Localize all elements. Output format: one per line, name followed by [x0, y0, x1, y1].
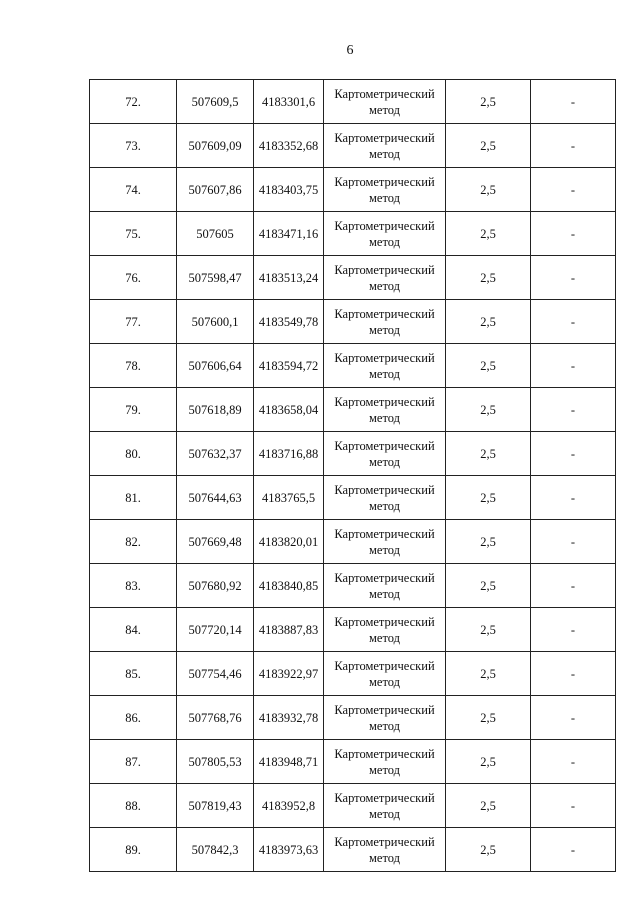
point-number-cell: 87.: [90, 740, 177, 784]
table-row: [90, 784, 616, 828]
method-cell: [324, 608, 446, 652]
y-coordinate-cell: 4183513,24: [254, 256, 324, 300]
method-cell: [324, 520, 446, 564]
y-coordinate-cell: 4183820,01: [254, 520, 324, 564]
note-cell: -: [531, 520, 616, 564]
method-cell: [324, 344, 446, 388]
y-coordinate-cell: 4183948,71: [254, 740, 324, 784]
x-coordinate-cell: 507842,3: [177, 828, 254, 872]
accuracy-cell: 2,5: [446, 696, 531, 740]
accuracy-cell: 2,5: [446, 784, 531, 828]
method-cell: [324, 740, 446, 784]
method-line-1: Картометрический: [334, 438, 435, 453]
point-number-cell: 80.: [90, 432, 177, 476]
accuracy-cell: 2,5: [446, 80, 531, 124]
method-line-2: метод: [368, 850, 400, 865]
y-coordinate-cell: 4183594,72: [254, 344, 324, 388]
table-row: [90, 476, 616, 520]
accuracy-cell: 2,5: [446, 212, 531, 256]
accuracy-cell: 2,5: [446, 520, 531, 564]
method-line-1: Картометрический: [334, 702, 435, 717]
note-cell: -: [531, 256, 616, 300]
method-cell: [324, 212, 446, 256]
method-line-1: Картометрический: [334, 394, 435, 409]
note-cell: -: [531, 476, 616, 520]
point-number-cell: 79.: [90, 388, 177, 432]
note-cell: -: [531, 344, 616, 388]
x-coordinate-cell: 507669,48: [177, 520, 254, 564]
point-number-cell: 86.: [90, 696, 177, 740]
y-coordinate-cell: 4183549,78: [254, 300, 324, 344]
y-coordinate-cell: 4183973,63: [254, 828, 324, 872]
method-line-2: метод: [368, 806, 400, 821]
method-line-2: метод: [368, 322, 400, 337]
x-coordinate-cell: 507805,53: [177, 740, 254, 784]
method-cell: [324, 256, 446, 300]
x-coordinate-cell: 507632,37: [177, 432, 254, 476]
table-row: [90, 168, 616, 212]
x-coordinate-cell: 507600,1: [177, 300, 254, 344]
method-line-2: метод: [368, 454, 400, 469]
note-cell: -: [531, 124, 616, 168]
point-number-cell: 76.: [90, 256, 177, 300]
accuracy-cell: 2,5: [446, 828, 531, 872]
note-cell: -: [531, 212, 616, 256]
x-coordinate-cell: 507754,46: [177, 652, 254, 696]
note-cell: -: [531, 696, 616, 740]
method-line-2: метод: [368, 146, 400, 161]
method-cell: [324, 432, 446, 476]
point-number-cell: 78.: [90, 344, 177, 388]
table-row: [90, 388, 616, 432]
method-line-2: метод: [368, 190, 400, 205]
method-line-1: Картометрический: [334, 86, 435, 101]
table-row: [90, 124, 616, 168]
method-cell: [324, 124, 446, 168]
point-number-cell: 81.: [90, 476, 177, 520]
y-coordinate-cell: 4183887,83: [254, 608, 324, 652]
method-line-2: метод: [368, 586, 400, 601]
method-line-1: Картометрический: [334, 174, 435, 189]
x-coordinate-cell: 507609,09: [177, 124, 254, 168]
method-line-1: Картометрический: [334, 350, 435, 365]
table-row: [90, 300, 616, 344]
x-coordinate-cell: 507609,5: [177, 80, 254, 124]
point-number-cell: 73.: [90, 124, 177, 168]
method-line-2: метод: [368, 234, 400, 249]
method-line-1: Картометрический: [334, 526, 435, 541]
accuracy-cell: 2,5: [446, 344, 531, 388]
note-cell: -: [531, 784, 616, 828]
y-coordinate-cell: 4183765,5: [254, 476, 324, 520]
method-cell: [324, 168, 446, 212]
method-line-1: Картометрический: [334, 306, 435, 321]
method-line-2: метод: [368, 630, 400, 645]
note-cell: -: [531, 300, 616, 344]
method-cell: [324, 388, 446, 432]
table-row: [90, 80, 616, 124]
method-line-2: метод: [368, 674, 400, 689]
method-line-1: Картометрический: [334, 570, 435, 585]
note-cell: -: [531, 432, 616, 476]
x-coordinate-cell: 507606,64: [177, 344, 254, 388]
accuracy-cell: 2,5: [446, 124, 531, 168]
accuracy-cell: 2,5: [446, 432, 531, 476]
accuracy-cell: 2,5: [446, 388, 531, 432]
method-cell: [324, 300, 446, 344]
point-number-cell: 83.: [90, 564, 177, 608]
method-line-2: метод: [368, 410, 400, 425]
method-line-1: Картометрический: [334, 658, 435, 673]
note-cell: -: [531, 168, 616, 212]
point-number-cell: 72.: [90, 80, 177, 124]
coordinates-table-body: [90, 80, 616, 872]
accuracy-cell: 2,5: [446, 652, 531, 696]
y-coordinate-cell: 4183840,85: [254, 564, 324, 608]
y-coordinate-cell: 4183352,68: [254, 124, 324, 168]
table-row: [90, 608, 616, 652]
accuracy-cell: 2,5: [446, 256, 531, 300]
x-coordinate-cell: 507768,76: [177, 696, 254, 740]
method-line-2: метод: [368, 762, 400, 777]
x-coordinate-cell: 507607,86: [177, 168, 254, 212]
method-cell: [324, 80, 446, 124]
accuracy-cell: 2,5: [446, 740, 531, 784]
coordinates-table: [89, 79, 616, 872]
method-line-1: Картометрический: [334, 262, 435, 277]
method-line-1: Картометрический: [334, 130, 435, 145]
accuracy-cell: 2,5: [446, 476, 531, 520]
point-number-cell: 75.: [90, 212, 177, 256]
table-row: [90, 520, 616, 564]
table-row: [90, 740, 616, 784]
x-coordinate-cell: 507680,92: [177, 564, 254, 608]
method-line-1: Картометрический: [334, 614, 435, 629]
y-coordinate-cell: 4183301,6: [254, 80, 324, 124]
table-row: [90, 432, 616, 476]
method-cell: [324, 564, 446, 608]
table-row: [90, 344, 616, 388]
x-coordinate-cell: 507618,89: [177, 388, 254, 432]
method-line-2: метод: [368, 102, 400, 117]
table-row: [90, 696, 616, 740]
table-row: [90, 828, 616, 872]
y-coordinate-cell: 4183716,88: [254, 432, 324, 476]
point-number-cell: 84.: [90, 608, 177, 652]
point-number-cell: 74.: [90, 168, 177, 212]
y-coordinate-cell: 4183922,97: [254, 652, 324, 696]
accuracy-cell: 2,5: [446, 608, 531, 652]
y-coordinate-cell: 4183932,78: [254, 696, 324, 740]
y-coordinate-cell: 4183471,16: [254, 212, 324, 256]
method-line-1: Картометрический: [334, 834, 435, 849]
method-cell: [324, 828, 446, 872]
note-cell: -: [531, 740, 616, 784]
method-line-2: метод: [368, 366, 400, 381]
point-number-cell: 85.: [90, 652, 177, 696]
point-number-cell: 82.: [90, 520, 177, 564]
x-coordinate-cell: 507819,43: [177, 784, 254, 828]
accuracy-cell: 2,5: [446, 300, 531, 344]
y-coordinate-cell: 4183403,75: [254, 168, 324, 212]
point-number-cell: 77.: [90, 300, 177, 344]
accuracy-cell: 2,5: [446, 168, 531, 212]
method-cell: [324, 476, 446, 520]
note-cell: -: [531, 388, 616, 432]
note-cell: -: [531, 564, 616, 608]
y-coordinate-cell: 4183658,04: [254, 388, 324, 432]
method-line-2: метод: [368, 542, 400, 557]
x-coordinate-cell: 507720,14: [177, 608, 254, 652]
method-cell: [324, 784, 446, 828]
method-line-1: Картометрический: [334, 482, 435, 497]
table-row: [90, 652, 616, 696]
x-coordinate-cell: 507598,47: [177, 256, 254, 300]
method-line-2: метод: [368, 498, 400, 513]
note-cell: -: [531, 652, 616, 696]
point-number-cell: 88.: [90, 784, 177, 828]
method-line-1: Картометрический: [334, 746, 435, 761]
page-number: 6: [346, 43, 354, 58]
method-cell: [324, 696, 446, 740]
note-cell: -: [531, 608, 616, 652]
x-coordinate-cell: 507644,63: [177, 476, 254, 520]
method-line-1: Картометрический: [334, 790, 435, 805]
method-cell: [324, 652, 446, 696]
x-coordinate-cell: 507605: [177, 212, 254, 256]
point-number-cell: 89.: [90, 828, 177, 872]
note-cell: -: [531, 828, 616, 872]
method-line-2: метод: [368, 718, 400, 733]
note-cell: -: [531, 80, 616, 124]
method-line-1: Картометрический: [334, 218, 435, 233]
accuracy-cell: 2,5: [446, 564, 531, 608]
y-coordinate-cell: 4183952,8: [254, 784, 324, 828]
method-line-2: метод: [368, 278, 400, 293]
table-row: [90, 256, 616, 300]
table-row: [90, 564, 616, 608]
table-row: [90, 212, 616, 256]
